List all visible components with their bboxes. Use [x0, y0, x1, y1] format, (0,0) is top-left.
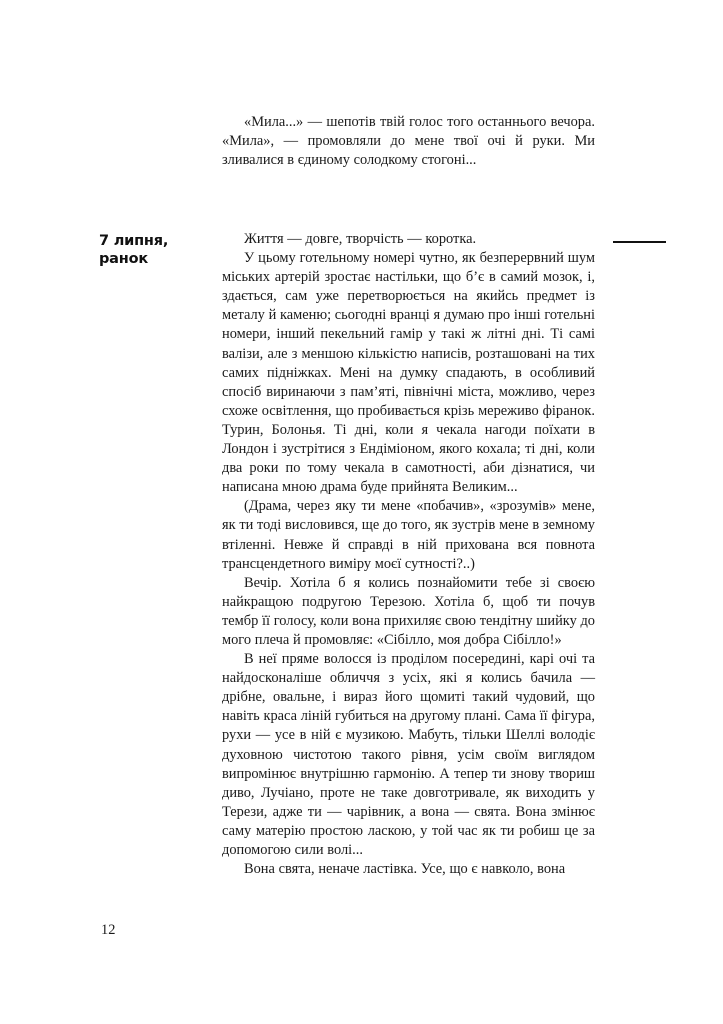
section-divider-rule [613, 241, 666, 243]
section-date-heading-line-1: 7 липня, [99, 233, 169, 249]
body-paragraph: Життя — довге, творчість — коротка. [244, 231, 477, 247]
section-body-text [222, 230, 595, 879]
page-number: 12 [101, 922, 116, 938]
body-paragraph: В неї пряме волосся із проділом посередині, карі очі та найдосконаліше обличчя з усіх, які я колись бачила — дрібне, овальне, і вираз його щомиті такий чудовий, що навіть краса ліній губиться на другому плані. Сама її фігура, рухи — усе в ній є музикою. Мабуть, тільки Шеллі володіє духовною чистотою такого рівня, усім своїм виглядом випромінює внутрішню гармонію. А тепер ти знову твориш диво, Лучіано, проте не таке довготривале, як виходить у Терези, адже ти — чарівник, а вона — свята. Вона змінює саму матерію простою ласкою, у той час як ти робиш це за допомогою сили волі... [222, 651, 595, 858]
epigraph-paragraph: «Мила...» — шепотів твій голос того останнього вечора. «Мила», — промовляли до мене твої очі й руки. Ми зливалися в єдиному солодкому стогоні... [222, 114, 595, 169]
body-paragraph: У цьому готельному номері чутно, як безперервний шум міських артерій зростає настільки, що б’є в самий мозок, і, здається, сам уже перетворюється на якийсь предмет із металу й каменю; сьогодні вранці я думаю про інші готельні номери, інший пекельний гамір у такі ж літні дні. Ті самі валізи, але з меншою кількістю написів, розташовані на тих самих підніжках. Мені на думку спадають, в особливий спосіб виринаючи з пам’яті, північні міста, можливо, через схоже освітлення, що пробивається крізь мереживо фіранок. Турин, Болонья. Ті дні, коли я чекала нагоди поїхати в Лондон і зустрітися з Ендіміоном, якого кохала; ті дні, коли два роки по тому чекала в самотності, аби дізнатися, чи написана мною драма буде прийнята Великим... [222, 250, 595, 496]
section-date-heading-line-2: ранок [99, 251, 148, 267]
section-date-heading [99, 232, 214, 268]
body-paragraph: Вона свята, неначе ластівка. Усе, що є навколо, вона [244, 861, 566, 878]
epigraph-block [222, 113, 595, 170]
body-paragraph: Вечір. Хотіла б я колись познайомити тебе зі своєю найкращою подругою Терезою. Хотіла б, щоб ти почув тембр її голосу, коли вона прихиляє свою тендітну шийку до мого плеча й промовляє: «Сібілло, моя добра Сібілло!» [222, 574, 595, 648]
body-paragraph: (Драма, через яку ти мене «побачив», «зрозумів» мене, як ти тоді висловився, ще до того, як зустрів мене в земному втіленні. Невже й справді в ній прихована вся повнота трансцендетного виміру моєї сутності?..) [222, 498, 595, 572]
